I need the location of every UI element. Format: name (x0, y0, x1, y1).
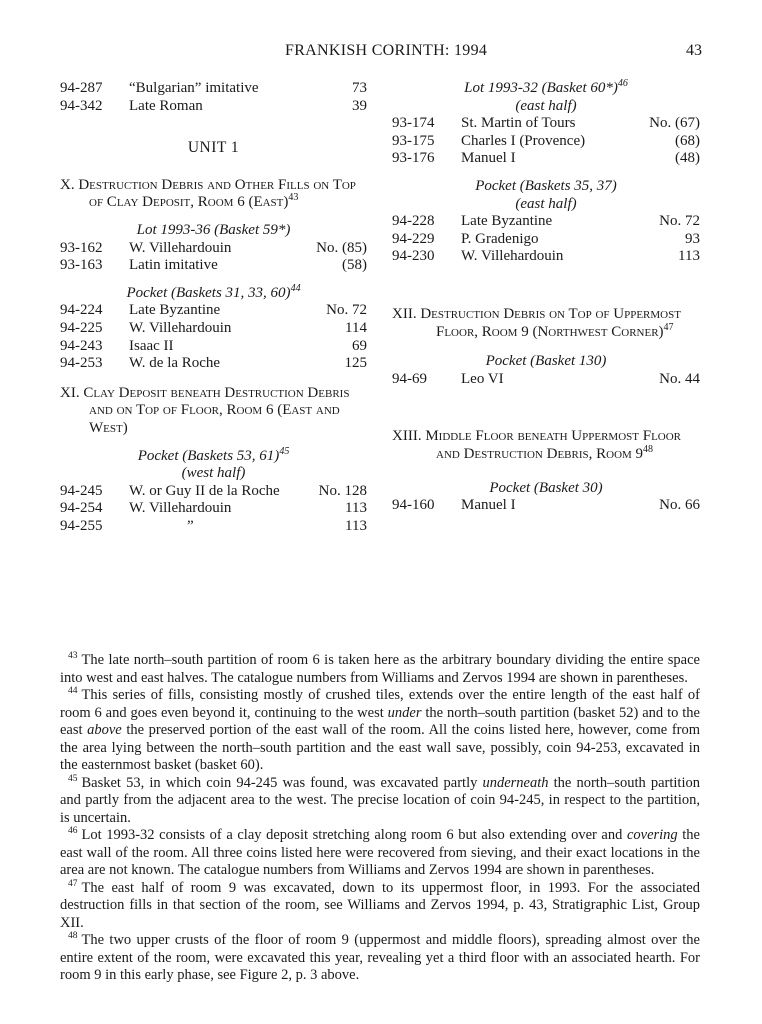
coin-issuer: ” (187, 517, 194, 534)
section-heading-line: West) (89, 419, 128, 436)
coin-row (60, 302, 367, 320)
section-heading-line: Middle Floor beneath Uppermost Floor (425, 428, 682, 445)
footnote-ref: 44 (290, 282, 301, 294)
pocket-label (60, 445, 367, 466)
footnote-text: the east wall of the room. All three coins listed here were recovered from sieving, and their exact locations in the area are not known. The catalogue numbers from Williams and Zervos 1994 are shown in parentheses. (60, 827, 700, 878)
coin-issuer: W. Villehardouin (129, 500, 232, 517)
half-label: (east half) (515, 97, 577, 114)
footnote-text: the north–south partition (basket 52) and to the east (60, 704, 700, 738)
catalogue-number: No. 66 (659, 497, 700, 514)
catalogue-number: 93 (685, 230, 700, 247)
footnote-emphasis: above (87, 722, 122, 738)
section-xii-heading (392, 306, 700, 341)
catalogue-number: 113 (345, 517, 367, 534)
coin-row (60, 240, 367, 258)
coin-issuer: W. de la Roche (129, 355, 221, 372)
section-heading-line: of Clay Deposit, Room 6 (East) (89, 194, 289, 211)
coin-list (60, 302, 367, 372)
footnote-text: the north–south partition and partly from the adjacent area to the west. The precise location of coin 94-245, in respect to the partition, is uncertain. (60, 774, 700, 826)
coin-issuer: St. Martin of Tours (461, 115, 576, 132)
coin-inventory-number: 94-230 (392, 248, 435, 265)
section-x-heading (60, 177, 367, 212)
coin-list (392, 497, 700, 515)
footnote-emphasis: covering (626, 827, 678, 843)
coin-list (392, 371, 700, 389)
coin-issuer: P. Gradenigo (461, 230, 539, 247)
catalogue-number: 113 (678, 248, 700, 265)
coin-list (392, 213, 700, 266)
coin-inventory-number: 93-175 (392, 132, 435, 149)
coin-row (60, 500, 367, 518)
coin-list (60, 240, 367, 275)
coin-row (60, 257, 367, 275)
coin-list (392, 115, 700, 168)
coin-row (60, 98, 367, 116)
coin-inventory-number: 94-255 (60, 517, 103, 534)
coin-issuer: Late Roman (129, 97, 203, 114)
footnote-number: 44 (68, 686, 78, 696)
coin-inventory-number: 94-342 (60, 97, 103, 114)
left-column (60, 80, 367, 535)
coin-row (392, 115, 700, 133)
catalogue-number: No. 72 (659, 213, 700, 230)
coin-row (60, 338, 367, 356)
pocket-label: Pocket (Baskets 35, 37) (475, 177, 617, 194)
footnote (60, 880, 700, 933)
coin-inventory-number: 94-287 (60, 80, 103, 96)
footnote-number: 45 (68, 773, 78, 784)
catalogue-number: (68) (675, 132, 700, 149)
footnote-emphasis: underneath (482, 774, 549, 791)
coin-issuer: Manuel I (461, 497, 516, 514)
section-heading-line: and Destruction Debris, Room 9 (436, 445, 644, 462)
page-number: 43 (686, 42, 702, 59)
top-list (60, 80, 367, 115)
catalogue-number: (48) (675, 150, 700, 167)
coin-row (392, 248, 700, 266)
coin-inventory-number: 93-162 (60, 239, 103, 256)
catalogue-number: No. (67) (649, 115, 700, 132)
footnote-ref: 45 (279, 445, 290, 457)
pocket-label: Pocket (Basket 30) (489, 479, 603, 496)
footnote (60, 932, 700, 985)
coin-row (60, 320, 367, 338)
footnote-text: The east half of room 9 was excavated, down to its uppermost floor, in 1993. For the associated destruction fills in that section of the room, see Williams and Zervos 1994, p. 43, Stratigraphic List, Group XII. (60, 879, 700, 931)
catalogue-number: (58) (342, 257, 367, 274)
coin-inventory-number: 94-160 (392, 497, 435, 514)
coin-inventory-number: 94-243 (60, 337, 103, 354)
coin-row (392, 213, 700, 231)
footnote-ref: 43 (288, 192, 299, 204)
section-heading-line: Destruction Debris and Other Fills on Top (78, 176, 356, 193)
footnote (60, 652, 700, 687)
footnote-ref: 47 (663, 321, 674, 333)
coin-row (392, 371, 700, 389)
coin-issuer: W. Villehardouin (129, 239, 232, 256)
catalogue-number: No. 44 (659, 370, 700, 387)
catalogue-number: No. 128 (318, 482, 367, 499)
footnote-text: Basket 53, in which coin 94-245 was found, was excavated partly (81, 774, 483, 791)
catalogue-number: No. (85) (316, 239, 367, 256)
lot-label: Lot 1993-36 (Basket 59*) (136, 221, 291, 238)
coin-row (392, 150, 700, 168)
coin-issuer: W. Villehardouin (129, 319, 232, 336)
catalogue-number: 125 (344, 355, 367, 372)
lot-label-text: Lot 1993-32 (Basket 60*) (464, 80, 618, 96)
section-numeral: XI. (60, 384, 80, 401)
footnotes (60, 652, 700, 985)
footnote-number: 47 (68, 878, 78, 889)
footnote-text: The late north–south partition of room 6 is taken here as the arbitrary boundary dividing the entire space into west and east halves. The catalogue numbers from Williams and Zervos 1994 are shown in parentheses. (60, 652, 700, 686)
footnote-text: Lot 1993-32 consists of a clay deposit stretching along room 6 but also extending over and (81, 827, 627, 843)
coin-issuer: Manuel I (461, 150, 516, 167)
section-xi-heading (60, 385, 367, 438)
footnote-text: the preserved portion of the east wall of the room. All the coins listed here, however, come from the area lying between the north–south partition and the east wall save, possibly, coin 94-253, excavated in the easternmost basket (basket 60). (60, 722, 701, 773)
section-heading-line: Destruction Debris on Top of Uppermost (420, 305, 681, 322)
pocket-label: Pocket (Basket 130) (485, 353, 607, 370)
coin-issuer: W. Villehardouin (461, 248, 564, 265)
coin-issuer: Late Byzantine (461, 213, 553, 230)
coin-issuer: Leo VI (461, 370, 504, 387)
coin-inventory-number: 94-229 (392, 230, 435, 247)
coin-list (60, 483, 367, 536)
catalogue-number: 114 (345, 319, 367, 336)
coin-inventory-number: 94-253 (60, 355, 103, 372)
coin-row (60, 483, 367, 501)
footnote-ref: 48 (643, 443, 654, 455)
half-label: (east half) (515, 195, 577, 212)
footnote-ref: 46 (617, 78, 628, 89)
pocket-label-text: Pocket (Baskets 31, 33, 60) (126, 284, 291, 301)
footnote (60, 775, 700, 828)
coin-inventory-number: 94-69 (392, 370, 427, 387)
catalogue-number: No. 72 (326, 302, 367, 319)
footnote-number: 46 (68, 826, 78, 836)
pocket-label-text: Pocket (Baskets 53, 61) (137, 447, 280, 464)
coin-issuer: Isaac II (129, 337, 174, 354)
coin-inventory-number: 93-176 (392, 150, 435, 167)
section-heading-line: Clay Deposit beneath Destruction Debris (83, 384, 350, 401)
catalogue-number: 69 (352, 337, 367, 354)
coin-issuer: Charles I (Provence) (461, 132, 586, 149)
coin-issuer: Latin imitative (129, 257, 218, 274)
coin-inventory-number: 93-174 (392, 115, 435, 132)
coin-row (60, 355, 367, 373)
coin-row (60, 518, 367, 536)
footnote (60, 827, 700, 880)
coin-inventory-number: 94-245 (60, 482, 103, 499)
coin-issuer: “Bulgarian” imitative (129, 80, 259, 96)
running-title: FRANKISH CORINTH: 1994 (285, 42, 488, 59)
catalogue-number: 113 (345, 500, 367, 517)
coin-row (392, 497, 700, 515)
coin-row (60, 80, 367, 98)
coin-inventory-number: 93-163 (60, 257, 103, 274)
section-xiii-heading (392, 428, 700, 463)
coin-row (392, 133, 700, 151)
section-heading-line: Floor, Room 9 (Northwest Corner) (436, 323, 664, 340)
section-numeral: XIII. (392, 428, 422, 445)
coin-inventory-number: 94-224 (60, 302, 103, 319)
half-label: (west half) (181, 465, 246, 482)
catalogue-number: 39 (352, 97, 367, 114)
footnote-number: 48 (68, 931, 78, 941)
lot-label (392, 80, 700, 98)
section-numeral: X. (60, 176, 75, 193)
unit-title: UNIT 1 (187, 139, 240, 157)
coin-inventory-number: 94-225 (60, 319, 103, 336)
footnote-number: 43 (68, 651, 78, 661)
coin-issuer: Late Byzantine (129, 302, 221, 319)
pocket-label (60, 282, 367, 303)
footnote-text: The two upper crusts of the floor of room 9 (uppermost and middle floors), spreading almost over the entire extent of the room, were excavated this year, revealing yet a third floor with an associated hearth. For room 9 in this early phase, see Figure 2, p. 3 above. (60, 932, 700, 983)
right-column (392, 80, 700, 515)
coin-inventory-number: 94-228 (392, 213, 435, 230)
coin-issuer: W. or Guy II de la Roche (129, 482, 280, 499)
coin-row (392, 231, 700, 249)
footnote-emphasis: under (387, 704, 422, 721)
footnote (60, 687, 700, 775)
section-numeral: XII. (392, 305, 417, 322)
coin-inventory-number: 94-254 (60, 500, 103, 517)
section-heading-line: and on Top of Floor, Room 6 (East and (89, 402, 340, 419)
footnote-text: This series of fills, consisting mostly of crushed tiles, extends over the entire length of the east half of room 6 and goes even beyond it, continuing to the west (60, 687, 700, 721)
catalogue-number: 73 (352, 80, 367, 96)
